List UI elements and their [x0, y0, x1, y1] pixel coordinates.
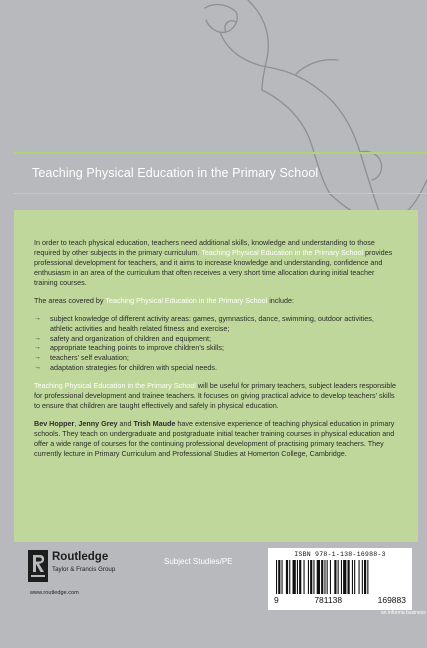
barcode-bar: [330, 560, 331, 594]
audience-text: will be useful for primary teachers, subject leaders responsible for professional development and trainee teachers. It focuses on giving practical advice to develop teachers' skills to ensure that children are taught effectively and safely in physical education.: [34, 381, 396, 411]
barcode-bar: [364, 560, 366, 594]
barcode-bar: [348, 560, 350, 594]
author-name: Trish Maude: [133, 419, 176, 429]
barcode-digit-group: 781138: [314, 595, 343, 605]
book-title-highlight: Teaching Physical Education in the Primary School: [105, 295, 268, 305]
list-item: → safety and organization of children and equipment;: [34, 334, 398, 344]
areas-text-continued: include:: [267, 295, 294, 305]
barcode-bar: [278, 560, 280, 594]
areas-text: The areas covered by: [34, 295, 106, 305]
author-separator: and: [117, 419, 134, 429]
author-name: Bev Hopper: [34, 419, 75, 429]
barcode-bar: [317, 560, 320, 594]
barcode-bar: [308, 560, 309, 594]
blurb-paragraph-areas: [34, 296, 398, 306]
blurb-paragraph-audience: [34, 381, 398, 411]
barcode-digits: [274, 595, 406, 605]
barcode-bar: [362, 560, 363, 594]
list-item: → adaptation strategies for children with special needs.: [34, 363, 398, 373]
isbn-barcode: [268, 548, 412, 610]
barcode-bar: [343, 560, 346, 594]
barcode-bar: [338, 560, 339, 594]
publisher-name: Routledge: [52, 551, 109, 563]
author-separator: ,: [74, 419, 79, 429]
list-item: → appropriate teaching points to improve children's skills;: [34, 343, 398, 353]
areas-list: [34, 314, 398, 374]
barcode-bar: [310, 560, 312, 594]
barcode-bars: [274, 560, 406, 594]
blurb-panel: [14, 210, 418, 542]
informa-tagline: an informa business: [381, 610, 426, 616]
barcode-bar: [282, 560, 283, 594]
title-band-top-rule: [14, 152, 427, 154]
author-name: Jenny Grey: [78, 419, 118, 429]
barcode-bar: [286, 560, 288, 594]
blurb-paragraph-authors: [34, 419, 398, 459]
list-item: → subject knowledge of different activity areas: games, gymnastics, dance, swimming, outdoor activities, athletic activities and health related fitness and exercise;: [34, 314, 398, 334]
blurb-paragraph-intro: [34, 238, 398, 288]
isbn-number: ISBN 978-1-138-16988-3: [294, 551, 386, 558]
book-title-highlight: Teaching Physical Education in the Primary School: [201, 247, 364, 257]
publisher-group: Taylor & Francis Group: [52, 566, 116, 573]
barcode-bar: [352, 560, 353, 594]
barcode-bar: [334, 560, 336, 594]
barcode-bar: [367, 560, 368, 594]
book-title-highlight: Teaching Physical Education in the Primary School: [34, 381, 196, 391]
title-band-bottom-rule: [14, 193, 427, 194]
barcode-bar: [304, 560, 305, 594]
authors-bio-text: have extensive experience of teaching physical education in primary schools. They teach on undergraduate and postgraduate initial teacher training courses in physical education and offer a wide range of courses for the continuing professional development of practising primary teachers. They currently lecture in Primary Curriculum and Professional Studies at Homerton College, Cambridge.: [34, 419, 395, 458]
intro-text-continued: provides professional development for teachers, and it aims to increase knowledge and understanding, confidence and enthusiasm in an area of the curriculum that often receives a very short time allocation during initial teacher training courses.: [34, 247, 393, 287]
barcode-bar: [327, 560, 328, 594]
barcode-bar: [297, 560, 298, 594]
intro-text: In order to teach physical education, teachers need additional skills, knowledge and understanding to those required by other subjects in the primary curriculum.: [34, 238, 375, 257]
barcode-bar: [359, 560, 360, 594]
barcode-digit-group: 169883: [377, 595, 406, 605]
barcode-digit-group: 9: [274, 595, 279, 605]
barcode-bar: [289, 560, 290, 594]
barcode-bar: [313, 560, 314, 594]
list-item: → teachers' self evaluation;: [34, 353, 398, 363]
series-title: Teaching Physical Education in the Primary School: [32, 166, 319, 180]
barcode-bar: [354, 560, 355, 594]
barcode-bar: [276, 560, 277, 594]
barcode-bar: [321, 560, 323, 594]
publisher-website: www.routledge.com: [30, 590, 79, 596]
barcode-bar: [324, 560, 325, 594]
barcode-bar: [299, 560, 301, 594]
subject-category: Subject Studies/PE: [164, 557, 233, 566]
routledge-r-icon: [28, 550, 48, 582]
barcode-bar: [293, 560, 296, 594]
barcode-bar: [341, 560, 342, 594]
